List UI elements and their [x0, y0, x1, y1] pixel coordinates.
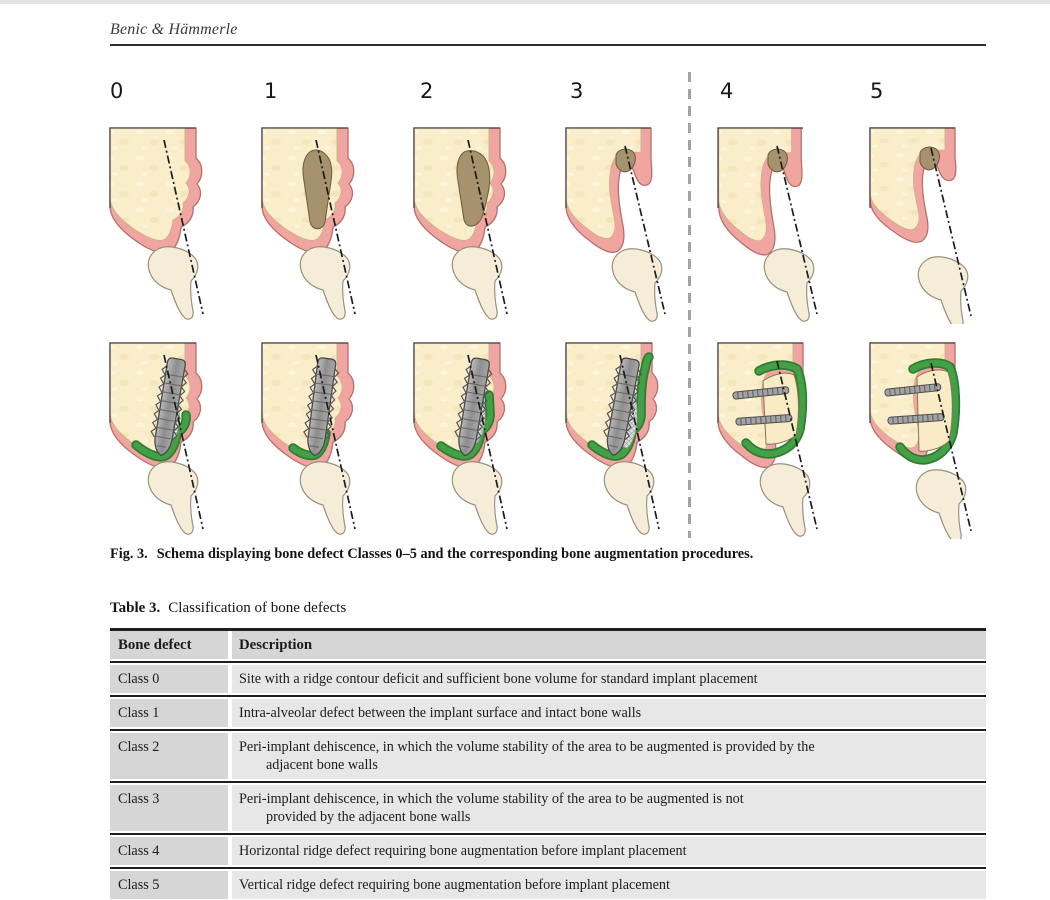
- diagram-class-5-augmentation: [863, 341, 1008, 539]
- figure-class-label-5: 5: [870, 79, 884, 103]
- running-head: Benic & Hämmerle: [110, 21, 238, 38]
- figure-class-label-0: 0: [110, 79, 124, 103]
- description-line1: Intra-alveolar defect between the implant surface and intact bone walls: [239, 705, 642, 721]
- table-row-class-3: [110, 785, 986, 831]
- figure-caption: [110, 546, 990, 563]
- bone-defect-cell: Class 1: [110, 699, 228, 727]
- figure-class-label-3: 3: [570, 79, 584, 103]
- description-cell: [232, 699, 986, 727]
- description-line2: provided by the adjacent bone walls: [265, 809, 471, 825]
- description-line1: Horizontal ridge defect requiring bone augmentation before implant placement: [239, 843, 687, 859]
- table-row-class-5: [110, 871, 986, 899]
- description-line1: Vertical ridge defect requiring bone augmentation before implant placement: [239, 877, 670, 893]
- diagram-class-5-defect: [863, 126, 1008, 324]
- description-cell: [232, 665, 986, 693]
- diagram-class-0-defect: [103, 126, 248, 324]
- description-cell: [232, 837, 986, 865]
- diagram-class-3-augmentation: [559, 341, 704, 539]
- description-line1: Peri-implant dehiscence, in which the volume stability of the area to be augmented is not: [239, 791, 744, 807]
- bone-defect-cell: Class 4: [110, 837, 228, 865]
- diagram-class-1-augmentation: [255, 341, 400, 539]
- description-line2: adjacent bone walls: [265, 757, 378, 773]
- description-line1: Peri-implant dehiscence, in which the volume stability of the area to be augmented is provided by the: [239, 739, 815, 755]
- bone-defect-cell: Class 2: [110, 733, 228, 779]
- table-rule: [110, 729, 986, 731]
- bone-defect-cell: Class 3: [110, 785, 228, 831]
- table-row-class-1: [110, 699, 986, 727]
- table-rule: [110, 781, 986, 783]
- diagram-class-0-augmentation: [103, 341, 248, 539]
- description-cell: [232, 871, 986, 899]
- figure-class-label-4: 4: [720, 79, 734, 103]
- table-row-class-2: [110, 733, 986, 779]
- diagram-class-2-augmentation: [407, 341, 552, 539]
- table-rule: [110, 661, 986, 663]
- description-cell: [232, 785, 986, 831]
- description-line1: Site with a ridge contour deficit and sufficient bone volume for standard implant placement: [239, 671, 758, 687]
- diagram-class-1-defect: [255, 126, 400, 324]
- table-header-row: [110, 631, 986, 659]
- classification-table: [110, 628, 986, 900]
- figure-class-label-2: 2: [420, 79, 434, 103]
- table-rule: [110, 867, 986, 869]
- top-edge-strip: [0, 0, 1050, 4]
- table-rule: [110, 695, 986, 697]
- figure-caption-label: Fig. 3.: [110, 546, 148, 562]
- diagram-class-4-augmentation: [711, 341, 856, 539]
- table-row-class-0: [110, 665, 986, 693]
- description-cell: [232, 733, 986, 779]
- diagram-class-2-defect: [407, 126, 552, 324]
- table-row-class-4: [110, 837, 986, 865]
- table-title: [110, 600, 346, 617]
- bone-defect-cell: Class 5: [110, 871, 228, 899]
- table-title-text: Classification of bone defects: [168, 600, 347, 616]
- figure-class-label-1: 1: [264, 79, 278, 103]
- table-rule: [110, 833, 986, 835]
- figure-caption-text: Schema displaying bone defect Classes 0–5 and the corresponding bone augmentation procedures.: [156, 546, 754, 562]
- table-header-description: Description: [232, 631, 986, 659]
- table-title-label: Table 3.: [110, 600, 161, 616]
- table-header-bone-defect: Bone defect: [110, 631, 228, 659]
- diagram-class-3-defect: [559, 126, 704, 324]
- header-rule: [110, 44, 986, 46]
- bone-defect-cell: Class 0: [110, 665, 228, 693]
- diagram-class-4-defect: [711, 126, 856, 324]
